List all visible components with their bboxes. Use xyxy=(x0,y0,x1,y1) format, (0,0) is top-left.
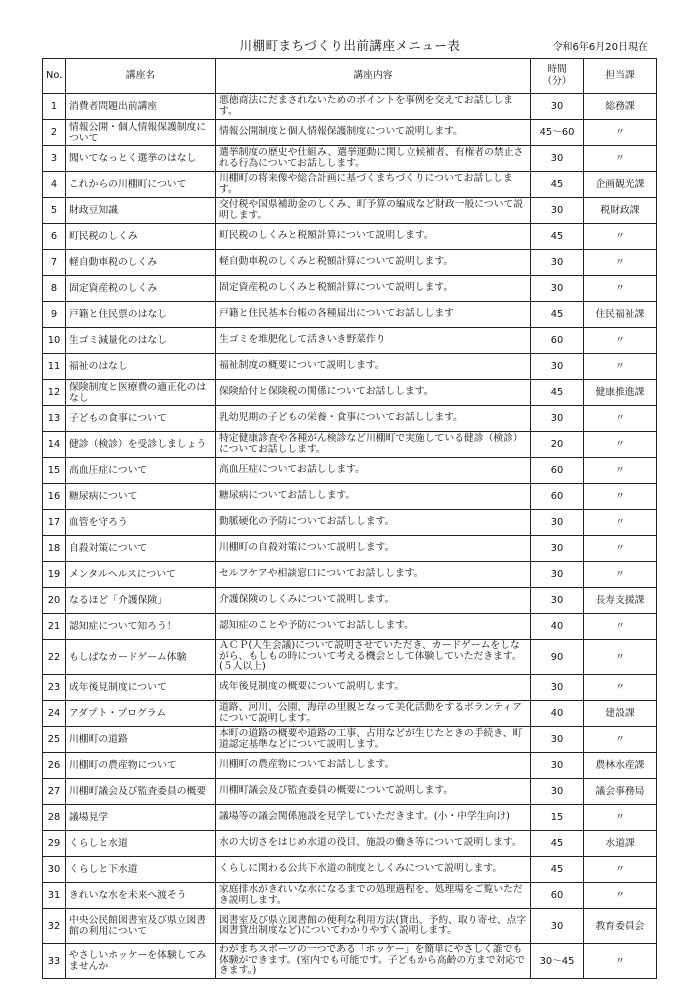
row-no: 4 xyxy=(43,172,66,198)
table-row xyxy=(43,805,657,831)
table-row xyxy=(43,536,657,562)
table-row xyxy=(43,94,657,120)
row-dept: 企画観光課 xyxy=(584,172,657,198)
row-no: 11 xyxy=(43,354,66,380)
table-row xyxy=(43,406,657,432)
as-of-date: 令和6年6月20日現在 xyxy=(552,42,648,53)
table-row xyxy=(43,380,657,406)
row-desc: わがまちスポーツの一つである「ホッケー」を簡単にやさしく誰でも体験ができます。(室内でも可能です。子どもから高齢の方まで対応できます。) xyxy=(216,944,531,979)
row-name: 中央公民館図書室及び県立図書館の利用について xyxy=(66,909,216,944)
row-time: 30 xyxy=(531,536,584,562)
row-no: 10 xyxy=(43,328,66,354)
row-time: 60 xyxy=(531,328,584,354)
row-dept: 〃 xyxy=(584,224,657,250)
row-dept: 〃 xyxy=(584,120,657,146)
row-time: 30 xyxy=(531,562,584,588)
table-row xyxy=(43,727,657,753)
row-name: 軽自動車税のしくみ xyxy=(66,250,216,276)
row-desc: 交付税や国県補助金のしくみ、町予算の編成など財政一般について説明します。 xyxy=(216,198,531,224)
row-time: 30 xyxy=(531,753,584,779)
row-name: 高血圧症について xyxy=(66,458,216,484)
row-desc: 水の大切さをはじめ水道の役目、施設の働き等について説明します。 xyxy=(216,831,531,857)
row-name: 戸籍と住民票のはなし xyxy=(66,302,216,328)
table-row xyxy=(43,675,657,701)
table-row xyxy=(43,198,657,224)
row-dept: 〃 xyxy=(584,432,657,458)
row-time: 30 xyxy=(531,406,584,432)
table-row xyxy=(43,432,657,458)
row-name: 認知症について知ろう！ xyxy=(66,614,216,640)
row-desc: ＡＣＰ(人生会議)について説明させていただき、カードゲームをしながら、もしもの時について考える機会として体験していただきます。(５人以上) xyxy=(216,640,531,675)
table-row xyxy=(43,250,657,276)
row-desc: 軽自動車税のしくみと税額計算について説明します。 xyxy=(216,250,531,276)
row-dept: 議会事務局 xyxy=(584,779,657,805)
row-name: 川棚町の道路 xyxy=(66,727,216,753)
row-dept: 住民福祉課 xyxy=(584,302,657,328)
row-desc: 乳幼児期の子どもの栄養・食事についてお話しします。 xyxy=(216,406,531,432)
row-no: 26 xyxy=(43,753,66,779)
header-no: No. xyxy=(43,59,66,94)
table-row xyxy=(43,562,657,588)
row-time: 60 xyxy=(531,883,584,909)
table-row xyxy=(43,354,657,380)
row-desc: 本町の道路の概要や道路の工事、占用などが生じたときの手続き、町道認定基準などについて説明します。 xyxy=(216,727,531,753)
row-name: やさしいホッケーを体験してみませんか xyxy=(66,944,216,979)
row-name: 健診（検診）を受診しましょう xyxy=(66,432,216,458)
row-desc: 認知症のことや予防についてお話しします。 xyxy=(216,614,531,640)
row-time: 40 xyxy=(531,701,584,727)
row-name: 子どもの食事について xyxy=(66,406,216,432)
row-no: 28 xyxy=(43,805,66,831)
row-time: 30 xyxy=(531,250,584,276)
row-dept: 〃 xyxy=(584,562,657,588)
table-row xyxy=(43,276,657,302)
header-time-line2: （分） xyxy=(542,76,572,87)
row-dept: 〃 xyxy=(584,614,657,640)
row-time: 45 xyxy=(531,224,584,250)
row-no: 3 xyxy=(43,146,66,172)
row-dept: 水道課 xyxy=(584,831,657,857)
row-no: 9 xyxy=(43,302,66,328)
row-dept: 〃 xyxy=(584,250,657,276)
row-time: 30 xyxy=(531,354,584,380)
row-no: 19 xyxy=(43,562,66,588)
row-dept: 〃 xyxy=(584,510,657,536)
row-dept: 長寿支援課 xyxy=(584,588,657,614)
row-desc: 固定資産税のしくみと税額計算について説明します。 xyxy=(216,276,531,302)
row-desc: 成年後見制度の概要について説明します。 xyxy=(216,675,531,701)
row-time: 40 xyxy=(531,614,584,640)
row-time: 30 xyxy=(531,146,584,172)
row-time: 45 xyxy=(531,831,584,857)
row-name: 固定資産税のしくみ xyxy=(66,276,216,302)
table-row xyxy=(43,909,657,944)
row-no: 6 xyxy=(43,224,66,250)
row-no: 13 xyxy=(43,406,66,432)
row-name: きれいな水を未来へ渡そう xyxy=(66,883,216,909)
table-row xyxy=(43,640,657,675)
row-dept: 農林水産課 xyxy=(584,753,657,779)
row-time: 45 xyxy=(531,380,584,406)
table-row xyxy=(43,831,657,857)
row-desc: 川棚町の将来像や総合計画に基づくまちづくりについてお話しします。 xyxy=(216,172,531,198)
row-dept: 〃 xyxy=(584,276,657,302)
row-time: 30 xyxy=(531,909,584,944)
row-time: 30 xyxy=(531,779,584,805)
table-row xyxy=(43,614,657,640)
header-time-line1: 時間 xyxy=(547,64,567,75)
table-row xyxy=(43,779,657,805)
row-name: 自殺対策について xyxy=(66,536,216,562)
row-dept: 建設課 xyxy=(584,701,657,727)
row-time: 90 xyxy=(531,640,584,675)
row-dept: 教育委員会 xyxy=(584,909,657,944)
row-dept: 〃 xyxy=(584,458,657,484)
row-name: 保険制度と医療費の適正化のはなし xyxy=(66,380,216,406)
row-no: 18 xyxy=(43,536,66,562)
row-time: 30 xyxy=(531,588,584,614)
row-name: 町民税のしくみ xyxy=(66,224,216,250)
row-time: 30 xyxy=(531,198,584,224)
row-time: 30 xyxy=(531,727,584,753)
row-no: 16 xyxy=(43,484,66,510)
header-time xyxy=(531,59,584,94)
row-desc: 議場等の議会関係施設を見学していただきます。(小・中学生向け) xyxy=(216,805,531,831)
row-dept: 〃 xyxy=(584,146,657,172)
row-desc: 戸籍と住民基本台帳の各種届出についてお話しします xyxy=(216,302,531,328)
row-time: 45 xyxy=(531,857,584,883)
row-dept: 〃 xyxy=(584,354,657,380)
row-desc: 図書室及び県立図書館の便利な利用方法(貸出、予約、取り寄せ、点字図書貸出制度など)についてわかりやすく説明します。 xyxy=(216,909,531,944)
row-desc: 悪徳商法にだまされないためのポイントを事例を交えてお話しします。 xyxy=(216,94,531,120)
row-no: 5 xyxy=(43,198,66,224)
row-name: 川棚町議会及び監査委員の概要 xyxy=(66,779,216,805)
row-dept: 〃 xyxy=(584,406,657,432)
row-desc: くらしに関わる公共下水道の制度としくみについて説明します。 xyxy=(216,857,531,883)
row-time: 45 xyxy=(531,172,584,198)
header-desc: 講座内容 xyxy=(216,59,531,94)
row-time: 60 xyxy=(531,458,584,484)
row-name: 福祉のはなし xyxy=(66,354,216,380)
row-dept: 〃 xyxy=(584,883,657,909)
row-no: 15 xyxy=(43,458,66,484)
table-row xyxy=(43,484,657,510)
header-dept: 担当課 xyxy=(584,59,657,94)
row-desc: 保険給付と保険税の関係についてお話しします。 xyxy=(216,380,531,406)
row-name: 財政豆知識 xyxy=(66,198,216,224)
row-desc: 川棚町の自殺対策について説明します。 xyxy=(216,536,531,562)
row-dept: 総務課 xyxy=(584,94,657,120)
row-time: 45～60 xyxy=(531,120,584,146)
table-row xyxy=(43,172,657,198)
table-row xyxy=(43,944,657,979)
page-title: 川棚町まちづくり出前講座メニュー表 xyxy=(239,38,461,53)
row-name: 川棚町の農産物について xyxy=(66,753,216,779)
row-no: 14 xyxy=(43,432,66,458)
row-name: 成年後見制度について xyxy=(66,675,216,701)
row-no: 7 xyxy=(43,250,66,276)
table-row xyxy=(43,588,657,614)
row-desc: 川棚町の農産物についてお話しします。 xyxy=(216,753,531,779)
lecture-menu-table xyxy=(42,58,657,979)
row-name: なるほど「介護保険」 xyxy=(66,588,216,614)
row-no: 22 xyxy=(43,640,66,675)
row-no: 24 xyxy=(43,701,66,727)
row-dept: 〃 xyxy=(584,944,657,979)
row-time: 20 xyxy=(531,432,584,458)
table-row xyxy=(43,857,657,883)
table-row xyxy=(43,701,657,727)
row-name: くらしと下水道 xyxy=(66,857,216,883)
row-desc: 生ゴミを堆肥化して活きいき野菜作り xyxy=(216,328,531,354)
row-dept: 健康推進課 xyxy=(584,380,657,406)
row-desc: 特定健康診査や各種がん検診など川棚町で実施している健診（検診）についてお話しします。 xyxy=(216,432,531,458)
row-time: 30 xyxy=(531,94,584,120)
row-no: 31 xyxy=(43,883,66,909)
row-no: 1 xyxy=(43,94,66,120)
row-no: 17 xyxy=(43,510,66,536)
row-name: 議場見学 xyxy=(66,805,216,831)
row-no: 23 xyxy=(43,675,66,701)
table-row xyxy=(43,883,657,909)
row-desc: セルフケアや相談窓口についてお話しします。 xyxy=(216,562,531,588)
row-name: もしばなカードゲーム体験 xyxy=(66,640,216,675)
row-no: 12 xyxy=(43,380,66,406)
row-no: 32 xyxy=(43,909,66,944)
table-row xyxy=(43,302,657,328)
row-no: 8 xyxy=(43,276,66,302)
row-no: 30 xyxy=(43,857,66,883)
row-time: 30～45 xyxy=(531,944,584,979)
table-header-row xyxy=(43,59,657,94)
row-name: アダプト・プログラム xyxy=(66,701,216,727)
row-dept: 〃 xyxy=(584,805,657,831)
row-name: 生ゴミ減量化のはなし xyxy=(66,328,216,354)
table-row xyxy=(43,224,657,250)
row-dept: 〃 xyxy=(584,727,657,753)
row-desc: 町民税のしくみと税額計算について説明します。 xyxy=(216,224,531,250)
table-row xyxy=(43,510,657,536)
row-desc: 川棚町議会及び監査委員の概要について説明します。 xyxy=(216,779,531,805)
row-no: 2 xyxy=(43,120,66,146)
row-time: 30 xyxy=(531,276,584,302)
row-no: 29 xyxy=(43,831,66,857)
row-name: これからの川棚町について xyxy=(66,172,216,198)
row-time: 45 xyxy=(531,302,584,328)
row-desc: 情報公開制度と個人情報保護制度について説明します。 xyxy=(216,120,531,146)
header-name: 講座名 xyxy=(66,59,216,94)
row-desc: 高血圧症についてお話しします。 xyxy=(216,458,531,484)
table-row xyxy=(43,458,657,484)
row-name: くらしと水道 xyxy=(66,831,216,857)
row-desc: 福祉制度の概要について説明します。 xyxy=(216,354,531,380)
row-no: 27 xyxy=(43,779,66,805)
table-row xyxy=(43,328,657,354)
row-desc: 糖尿病についてお話しします。 xyxy=(216,484,531,510)
row-no: 25 xyxy=(43,727,66,753)
row-dept: 税財政課 xyxy=(584,198,657,224)
row-no: 21 xyxy=(43,614,66,640)
row-name: 糖尿病について xyxy=(66,484,216,510)
row-name: メンタルヘルスについて xyxy=(66,562,216,588)
row-dept: 〃 xyxy=(584,857,657,883)
row-dept: 〃 xyxy=(584,675,657,701)
row-time: 60 xyxy=(531,484,584,510)
row-dept: 〃 xyxy=(584,484,657,510)
row-name: 血管を守ろう xyxy=(66,510,216,536)
row-desc: 道路、河川、公園、海岸の里親となって美化活動をするボランティアについて説明します。 xyxy=(216,701,531,727)
table-row xyxy=(43,146,657,172)
row-name: 聞いてなっとく選挙のはなし xyxy=(66,146,216,172)
row-desc: 動脈硬化の予防についてお話しします。 xyxy=(216,510,531,536)
row-name: 情報公開・個人情報保護制度について xyxy=(66,120,216,146)
row-time: 15 xyxy=(531,805,584,831)
row-no: 20 xyxy=(43,588,66,614)
row-time: 30 xyxy=(531,510,584,536)
row-desc: 選挙制度の歴史や仕組み、選挙運動に関し立候補者、有権者の禁止される行為についてお話しします。 xyxy=(216,146,531,172)
row-desc: 介護保険のしくみについて説明します。 xyxy=(216,588,531,614)
row-time: 30 xyxy=(531,675,584,701)
row-desc: 家庭排水がきれいな水になるまでの処理過程を、処理場をご覧いただき説明します。 xyxy=(216,883,531,909)
row-name: 消費者問題出前講座 xyxy=(66,94,216,120)
row-dept: 〃 xyxy=(584,640,657,675)
table-row xyxy=(43,753,657,779)
row-dept: 〃 xyxy=(584,536,657,562)
table-row xyxy=(43,120,657,146)
row-no: 33 xyxy=(43,944,66,979)
row-dept: 〃 xyxy=(584,328,657,354)
